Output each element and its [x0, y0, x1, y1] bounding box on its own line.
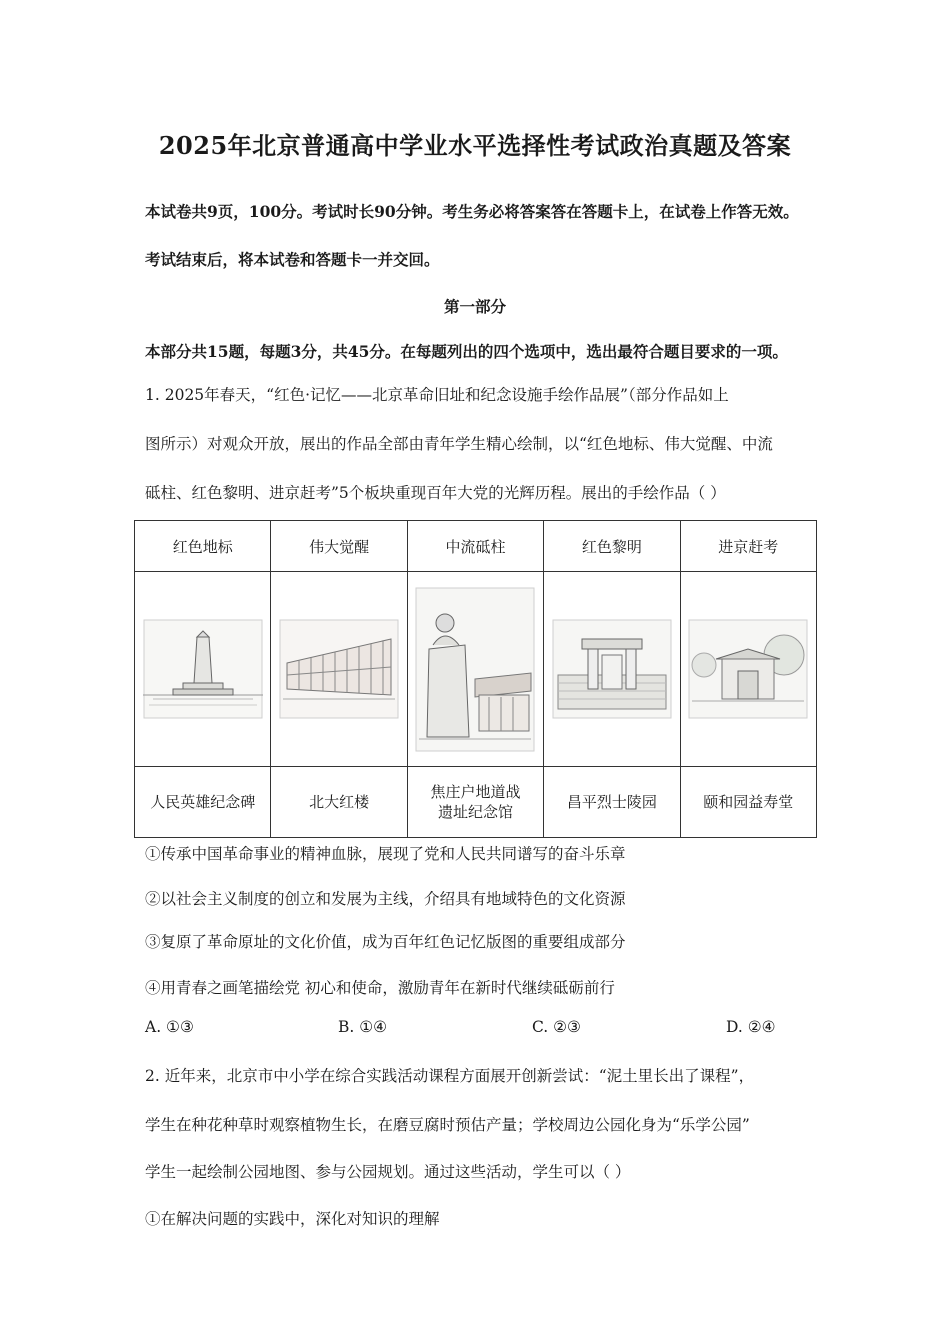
q2-stem-line-3: 学生一起绘制公园地图、参与公园规划。通过这些活动，学生可以（ ）: [145, 1163, 631, 1181]
part-title: 第一部分: [443, 297, 506, 316]
q2-stem-line-1: 2. 近年来，北京市中小学在综合实践活动课程方面展开创新尝试：“泥土里长出了课程”，: [145, 1067, 755, 1085]
site-name-cell: 焦庄户地道战遗址纪念馆: [407, 767, 543, 838]
q1-option-a: A. ①③: [145, 1018, 194, 1036]
q1-option-c: C. ②③: [532, 1018, 581, 1036]
page-title: 2025年北京普通高中学业水平选择性考试政治真题及答案: [158, 131, 792, 160]
q2-statement-1: ①在解决问题的实践中，深化对知识的理解: [145, 1210, 440, 1228]
site-name-cell: 人民英雄纪念碑: [135, 767, 271, 838]
part-description: 本部分共15题，每题3分，共45分。在每题列出的四个选项中，选出最符合题目要求的一项。: [145, 342, 788, 361]
q1-statement-3: ③复原了革命原址的文化价值，成为百年红色记忆版图的重要组成部分: [145, 933, 626, 951]
q1-stem-line-3: 砥柱、红色黎明、进京赶考”5个板块重现百年大党的光辉历程。展出的手绘作品（ ）: [145, 484, 726, 502]
q1-statement-4: ④用青春之画笔描绘党 初心和使命，激励青年在新时代继续砥砺前行: [145, 979, 615, 997]
drawing-cell: [407, 572, 543, 767]
instructions-line-1: 本试卷共9页，100分。考试时长90分钟。考生务必将答案答在答题卡上，在试卷上作答无效。: [145, 202, 799, 221]
drawing-cell: [544, 572, 680, 767]
table-header-cell: 伟大觉醒: [271, 521, 407, 572]
site-name-cell: 北大红楼: [271, 767, 407, 838]
drawing-cell: [680, 572, 816, 767]
q1-statement-1: ①传承中国革命事业的精神血脉，展现了党和人民共同谱写的奋斗乐章: [145, 845, 626, 863]
q1-stem-line-2: 图所示）对观众开放，展出的作品全部由青年学生精心绘制，以“红色地标、伟大觉醒、中流: [145, 435, 773, 453]
q1-option-b: B. ①④: [338, 1018, 388, 1036]
artwork-table: [134, 520, 817, 838]
site-name-cell: 昌平烈士陵园: [544, 767, 680, 838]
drawing-cell: [135, 572, 271, 767]
memorial-hall-drawing: [415, 587, 535, 752]
q2-stem-line-2: 学生在种花种草时观察植物生长，在磨豆腐时预估产量；学校周边公园化身为“乐学公园”: [145, 1116, 750, 1134]
q1-statement-2: ②以社会主义制度的创立和发展为主线，介绍具有地域特色的文化资源: [145, 890, 626, 908]
table-header-cell: 红色黎明: [544, 521, 680, 572]
red-building-drawing: [279, 619, 399, 719]
table-header-cell: 中流砥柱: [407, 521, 543, 572]
yishou-hall-drawing: [688, 619, 808, 719]
site-name-cell: 颐和园益寿堂: [680, 767, 816, 838]
cemetery-gate-drawing: [552, 619, 672, 719]
table-header-cell: 红色地标: [135, 521, 271, 572]
q1-stem-line-1: 1. 2025年春天，“红色·记忆——北京革命旧址和纪念设施手绘作品展”（部分作品如上: [145, 386, 729, 404]
drawing-cell: [271, 572, 407, 767]
table-header-cell: 进京赶考: [680, 521, 816, 572]
monument-drawing: [143, 619, 263, 719]
instructions-line-2: 考试结束后，将本试卷和答题卡一并交回。: [145, 250, 440, 269]
q1-option-d: D. ②④: [726, 1018, 776, 1036]
